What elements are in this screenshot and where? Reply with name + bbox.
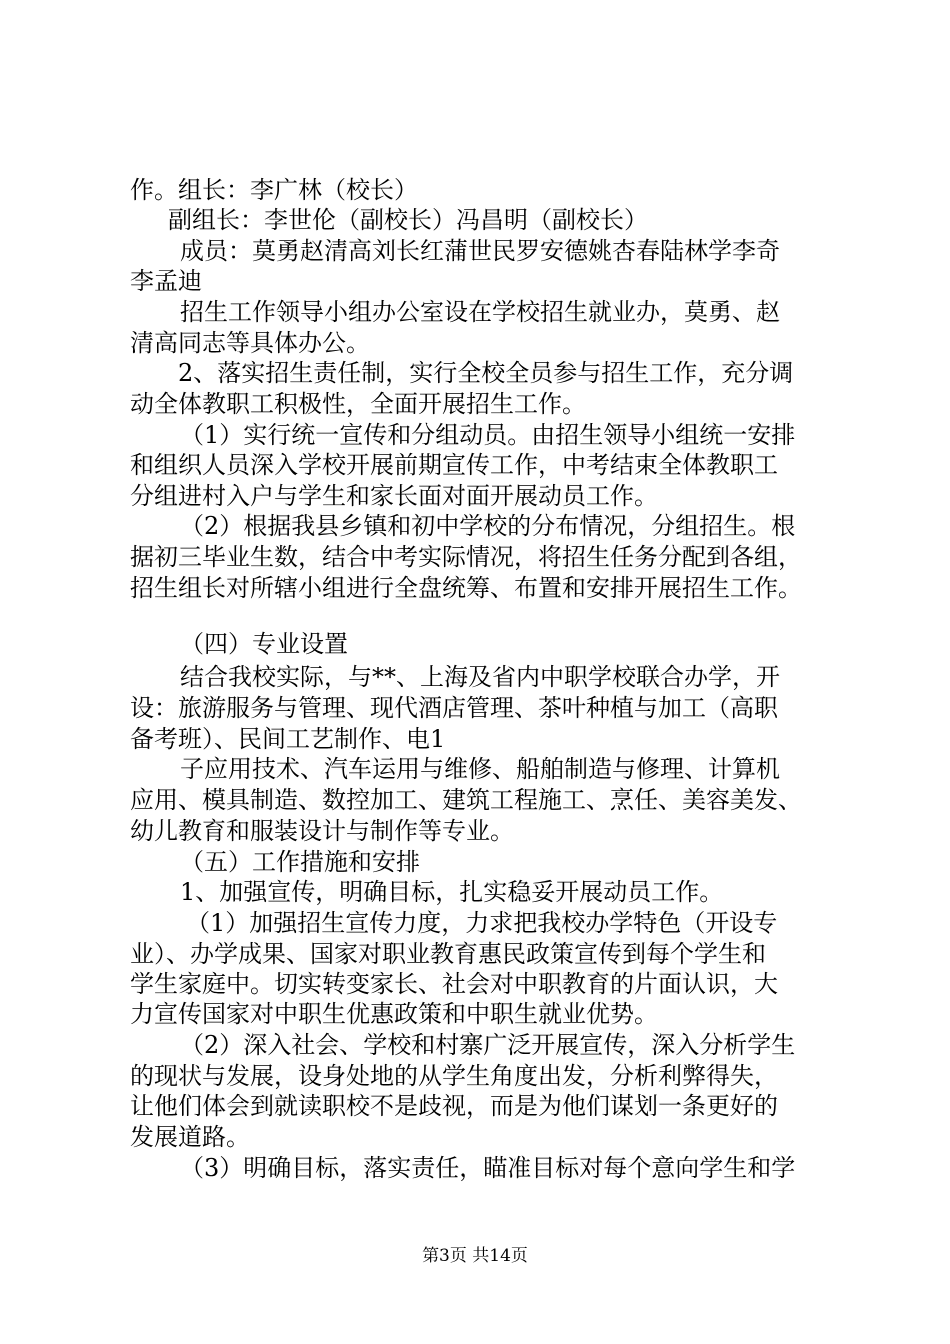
section-heading: （五）工作措施和安排 [180, 848, 420, 876]
text-line: 结合我校实际，与**、上海及省内中职学校联合办学，开 [180, 663, 780, 691]
text-line: 让他们体会到就读职校不是歧视，而是为他们谋划一条更好的 [130, 1092, 778, 1120]
text-line: （1）加强招生宣传力度，力求把我校办学特色（开设专 [186, 909, 778, 937]
section-heading: （四）专业设置 [180, 630, 348, 658]
text-line: 1、加强宣传，明确目标，扎实稳妥开展动员工作。 [180, 878, 724, 906]
page-footer: 第3页 共14页 [422, 1246, 528, 1266]
text-line: 应用、模具制造、数控加工、建筑工程施工、烹任、美容美发、 [130, 786, 802, 814]
text-line: 清高同志等具体办公。 [130, 329, 370, 357]
text-line: 副组长：李世伦（副校长）冯昌明（副校长） [168, 206, 648, 234]
text-line: 动全体教职工积极性，全面开展招生工作。 [130, 390, 586, 418]
text-line: 的现状与发展，设身处地的从学生角度出发，分析利弊得失， [130, 1062, 778, 1090]
text-line: 业）、办学成果、国家对职业教育惠民政策宣传到每个学生和 [130, 940, 766, 968]
text-line: 招生工作领导小组办公室设在学校招生就业办，莫勇、赵 [180, 298, 780, 326]
text-line: 备考班）、民间工艺制作、电1 [130, 725, 446, 753]
text-line: 幼儿教育和服装设计与制作等专业。 [130, 817, 514, 845]
text-line: 子应用技术、汽车运用与维修、船舶制造与修理、计算机 [180, 755, 780, 783]
text-line: （1）实行统一宣传和分组动员。由招生领导小组统一安排 [180, 421, 796, 449]
text-line: 设：旅游服务与管理、现代酒店管理、茶叶种植与加工（高职 [130, 694, 778, 722]
text-line: 2、落实招生责任制，实行全校全员参与招生工作，充分调 [178, 359, 794, 387]
text-line: 李孟迪 [130, 267, 202, 295]
text-line: 分组进村入户与学生和家长面对面开展动员工作。 [130, 482, 658, 510]
text-line: 和组织人员深入学校开展前期宣传工作，中考结束全体教职工 [130, 451, 778, 479]
text-line: 招生组长对所辖小组进行全盘统筹、布置和安排开展招生工作。 [130, 574, 802, 602]
text-line: 发展道路。 [130, 1123, 250, 1151]
text-line: 作。组长：李广林（校长） [130, 176, 418, 204]
text-line: 学生家庭中。切实转变家长、社会对中职教育的片面认识，大 [130, 970, 778, 998]
text-line: 据初三毕业生数，结合中考实际情况，将招生任务分配到各组， [130, 543, 802, 571]
text-line: （3）明确目标，落实责任，瞄准目标对每个意向学生和学 [180, 1154, 796, 1182]
text-line: 力宣传国家对中职生优惠政策和中职生就业优势。 [130, 1000, 658, 1028]
text-line: （2）根据我县乡镇和初中学校的分布情况，分组招生。根 [180, 512, 796, 540]
text-line: 成员：莫勇赵清高刘长红蒲世民罗安德姚杏春陆林学李奇 [180, 237, 780, 265]
text-line: （2）深入社会、学校和村寨广泛开展宣传，深入分析学生 [180, 1031, 796, 1059]
